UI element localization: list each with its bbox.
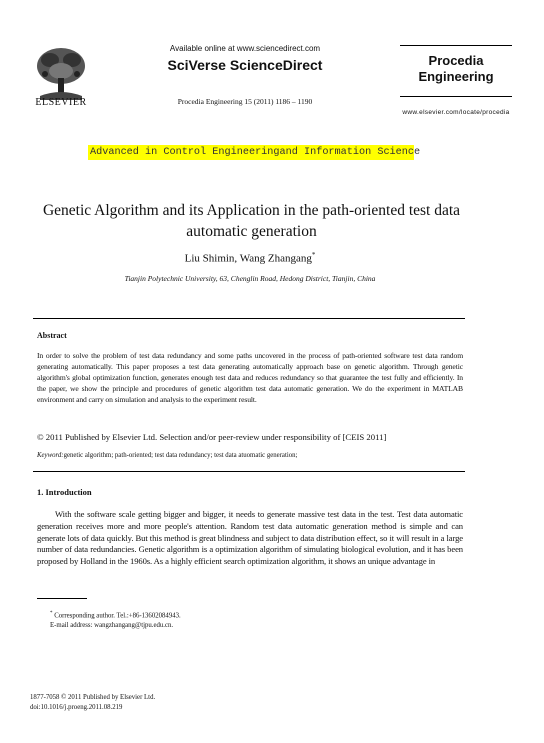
journal-box-top-rule — [400, 45, 512, 46]
journal-title-line2: Engineering — [418, 69, 494, 84]
section-body — [37, 509, 463, 568]
footnote-corresponding-text: Corresponding author. Tel.:+86-13602084943. — [52, 612, 181, 620]
abstract-top-rule — [33, 318, 465, 319]
issn-line: 1877-7058 © 2011 Published by Elsevier Ltd. — [30, 694, 156, 701]
keywords-label: Keyword: — [37, 452, 64, 459]
available-online-text: Available online at www.sciencedirect.com — [169, 44, 321, 53]
abstract-bottom-rule — [33, 471, 465, 472]
keywords-line — [37, 452, 463, 459]
section-heading: 1. Introduction — [37, 487, 92, 497]
journal-title-block — [400, 53, 512, 85]
abstract-body: In order to solve the problem of test data redundancy and some paths uncovered in the process of path-oriented software test data random generating automatically. This paper proposes a test data generating automatically approach base on genetic algorithm. Through genetic algorithm's global optimization function, generates enough test data and reduces redundancy so that guarantee the test fully and efficiently. In the paper, we show the principle and procedures of genetic algorithm test data automatic generation. We do the experiment in MATLAB environment and carry on simulation and analysis to the experiment result. — [37, 351, 463, 404]
journal-url: www.elsevier.com/locate/procedia — [402, 109, 510, 116]
authors: Liu Shimin, Wang Zhangang — [184, 252, 312, 265]
intro-paragraph: With the software scale getting bigger and bigger, it needs to generate massive test data in the test. Test data automatic generation receives more and more people's attention. Random test data automatic generation method is simple and can generate lots of data quickly. But this method is great blindness and subject to data distribution effect, so it will result in a large number of data redundancies. Genetic algorithm is a optimization algorithm of simulating biological evolution, and it has been proposed by Holland in the 1960s. As a highly efficient search optimization algorithm, it shows an unique advantage in — [37, 509, 463, 567]
journal-title-line1: Procedia — [428, 53, 484, 68]
authors-line — [100, 251, 400, 265]
author-mark: * — [311, 251, 316, 259]
article-title: Genetic Algorithm and its Application in the path-oriented test data automatic generation — [42, 202, 461, 240]
conference-banner: Advanced in Control Engineeringand Information Science — [90, 147, 421, 158]
journal-box-bottom-rule — [400, 96, 512, 97]
footnote-mark: * — [50, 611, 53, 616]
platform-name: SciVerse ScienceDirect — [167, 57, 323, 73]
abstract-heading: Abstract — [37, 331, 67, 340]
footnote-corresponding — [50, 611, 181, 619]
doi-line: doi:10.1016/j.proeng.2011.08.219 — [30, 704, 123, 711]
footnote-rule — [37, 598, 87, 599]
copyright-line: © 2011 Published by Elsevier Ltd. Selection and/or peer-review under responsibility of [CEIS 2011] — [37, 432, 387, 442]
footnote-email: E-mail address: wangzhangang@tjpu.edu.cn. — [50, 622, 174, 629]
journal-reference: Procedia Engineering 15 (2011) 1186 – 1190 — [177, 97, 313, 106]
keywords-list: genetic algorithm; path-oriented; test data redundancy; test data atuomatic generation; — [63, 452, 298, 459]
affiliation: Tianjin Polytechnic University, 63, Chenglin Road, Hedong District, Tianjin, China — [124, 274, 376, 283]
publisher-name: ELSEVIER — [35, 97, 87, 108]
